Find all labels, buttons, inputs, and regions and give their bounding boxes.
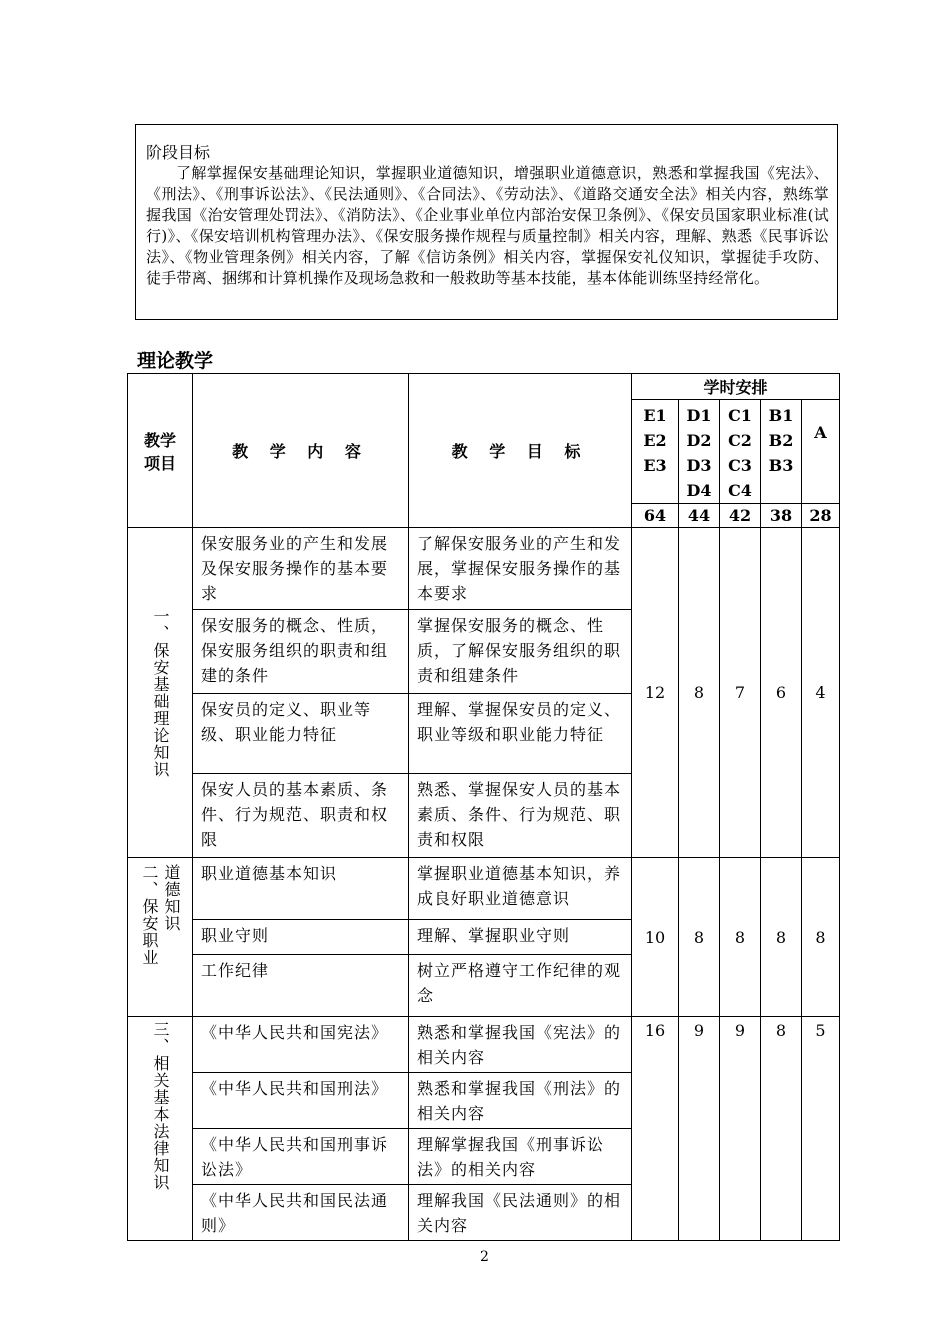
objective-cell: 理解掌握我国《刑事诉讼法》的相关内容: [409, 1129, 632, 1185]
level-code: C1 C2 C3 C4: [720, 400, 761, 504]
hours-total: 44: [679, 504, 720, 528]
objective-cell: 了解保安服务业的产生和发展，掌握保安服务操作的基本要求: [409, 528, 632, 610]
section-item: [128, 528, 193, 858]
hours-cell: 8: [679, 858, 720, 1017]
stage-goal-title: 阶段目标: [146, 143, 211, 162]
hours-cell: 7: [720, 528, 761, 858]
content-cell: 保安服务业的产生和发展及保安服务操作的基本要求: [193, 528, 409, 610]
hours-cell: 8: [720, 858, 761, 1017]
content-cell: 《中华人民共和国民法通则》: [193, 1185, 409, 1241]
content-cell: 保安人员的基本素质、条件、行为规范、职责和权限: [193, 774, 409, 858]
header-objective: 教 学 目 标: [409, 374, 632, 528]
objective-cell: 掌握职业道德基本知识，养成良好职业道德意识: [409, 858, 632, 920]
level-code: E1 E2 E3: [632, 400, 679, 504]
hours-cell: 8: [679, 528, 720, 858]
content-cell: 《中华人民共和国刑法》: [193, 1073, 409, 1129]
content-cell: 职业守则: [193, 920, 409, 955]
level-code: D1 D2 D3 D4: [679, 400, 720, 504]
section-item: [128, 1017, 193, 1241]
content-cell: 《中华人民共和国刑事诉讼法》: [193, 1129, 409, 1185]
hours-cell: 6: [761, 528, 802, 858]
hours-total: 28: [802, 504, 840, 528]
hours-cell: 16: [632, 1017, 679, 1241]
content-cell: 保安服务的概念、性质，保安服务组织的职责和组建的条件: [193, 610, 409, 694]
hours-cell: 8: [761, 858, 802, 1017]
hours-cell: 9: [679, 1017, 720, 1241]
objective-cell: 掌握保安服务的概念、性质，了解保安服务组织的职责和组建条件: [409, 610, 632, 694]
content-cell: 职业道德基本知识: [193, 858, 409, 920]
hours-cell: 9: [720, 1017, 761, 1241]
level-code: A: [802, 400, 840, 504]
hours-cell: 12: [632, 528, 679, 858]
objective-cell: 理解、掌握保安员的定义、职业等级和职业能力特征: [409, 694, 632, 774]
hours-total: 38: [761, 504, 802, 528]
objective-cell: 理解我国《民法通则》的相关内容: [409, 1185, 632, 1241]
content-cell: 工作纪律: [193, 955, 409, 1017]
stage-goal-text: 了解掌握保安基础理论知识，掌握职业道德知识，增强职业道德意识，熟悉和掌握我国《宪法》、《刑法》、《刑事诉讼法》、《民法通则》、《合同法》、《劳动法》、《道路交通安全法》相关内容，熟练掌握我国《治安管理处罚法》、《消防法》、《企业事业单位内部治安保卫条例》、《保安员国家职业标准(试行)》、《保安培训机构管理办法》、《保安服务操作规程与质量控制》相关内容，理解、熟悉《民事诉讼法》、《物业管理条例》相关内容，了解《信访条例》相关内容，掌握保安礼仪知识，掌握徒手攻防、徒手带离、捆绑和计算机操作及现场急救和一般救助等基本技能，基本体能训练坚持经常化。: [146, 164, 829, 287]
section-item-label: 三、相关基本法律知识: [151, 1021, 170, 1191]
section-title: 理论教学: [137, 350, 214, 372]
page-number: 2: [480, 1249, 489, 1265]
content-cell: 《中华人民共和国宪法》: [193, 1017, 409, 1073]
hours-total: 64: [632, 504, 679, 528]
hours-cell: 8: [761, 1017, 802, 1241]
hours-cell: 8: [802, 858, 840, 1017]
hours-cell: 4: [802, 528, 840, 858]
header-hours: 学时安排: [632, 374, 840, 400]
section-item-label: 二、保安职业: [140, 864, 159, 966]
header-item: 教学项目: [128, 374, 193, 528]
objective-cell: 熟悉和掌握我国《刑法》的相关内容: [409, 1073, 632, 1129]
header-content: 教 学 内 容: [193, 374, 409, 528]
objective-cell: 熟悉和掌握我国《宪法》的相关内容: [409, 1017, 632, 1073]
objective-cell: 树立严格遵守工作纪律的观念: [409, 955, 632, 1017]
hours-total: 42: [720, 504, 761, 528]
objective-cell: 理解、掌握职业守则: [409, 920, 632, 955]
level-code: B1 B2 B3: [761, 400, 802, 504]
stage-goal-box: [135, 124, 838, 320]
section-item: [128, 858, 193, 1017]
content-cell: 保安员的定义、职业等级、职业能力特征: [193, 694, 409, 774]
objective-cell: 熟悉、掌握保安人员的基本素质、条件、行为规范、职责和权限: [409, 774, 632, 858]
section-item-label: 道德知识: [162, 864, 181, 932]
teaching-table: [127, 373, 840, 1241]
section-item-label: 一、保安基础理论知识: [151, 607, 170, 778]
hours-cell: 5: [802, 1017, 840, 1241]
hours-cell: 10: [632, 858, 679, 1017]
